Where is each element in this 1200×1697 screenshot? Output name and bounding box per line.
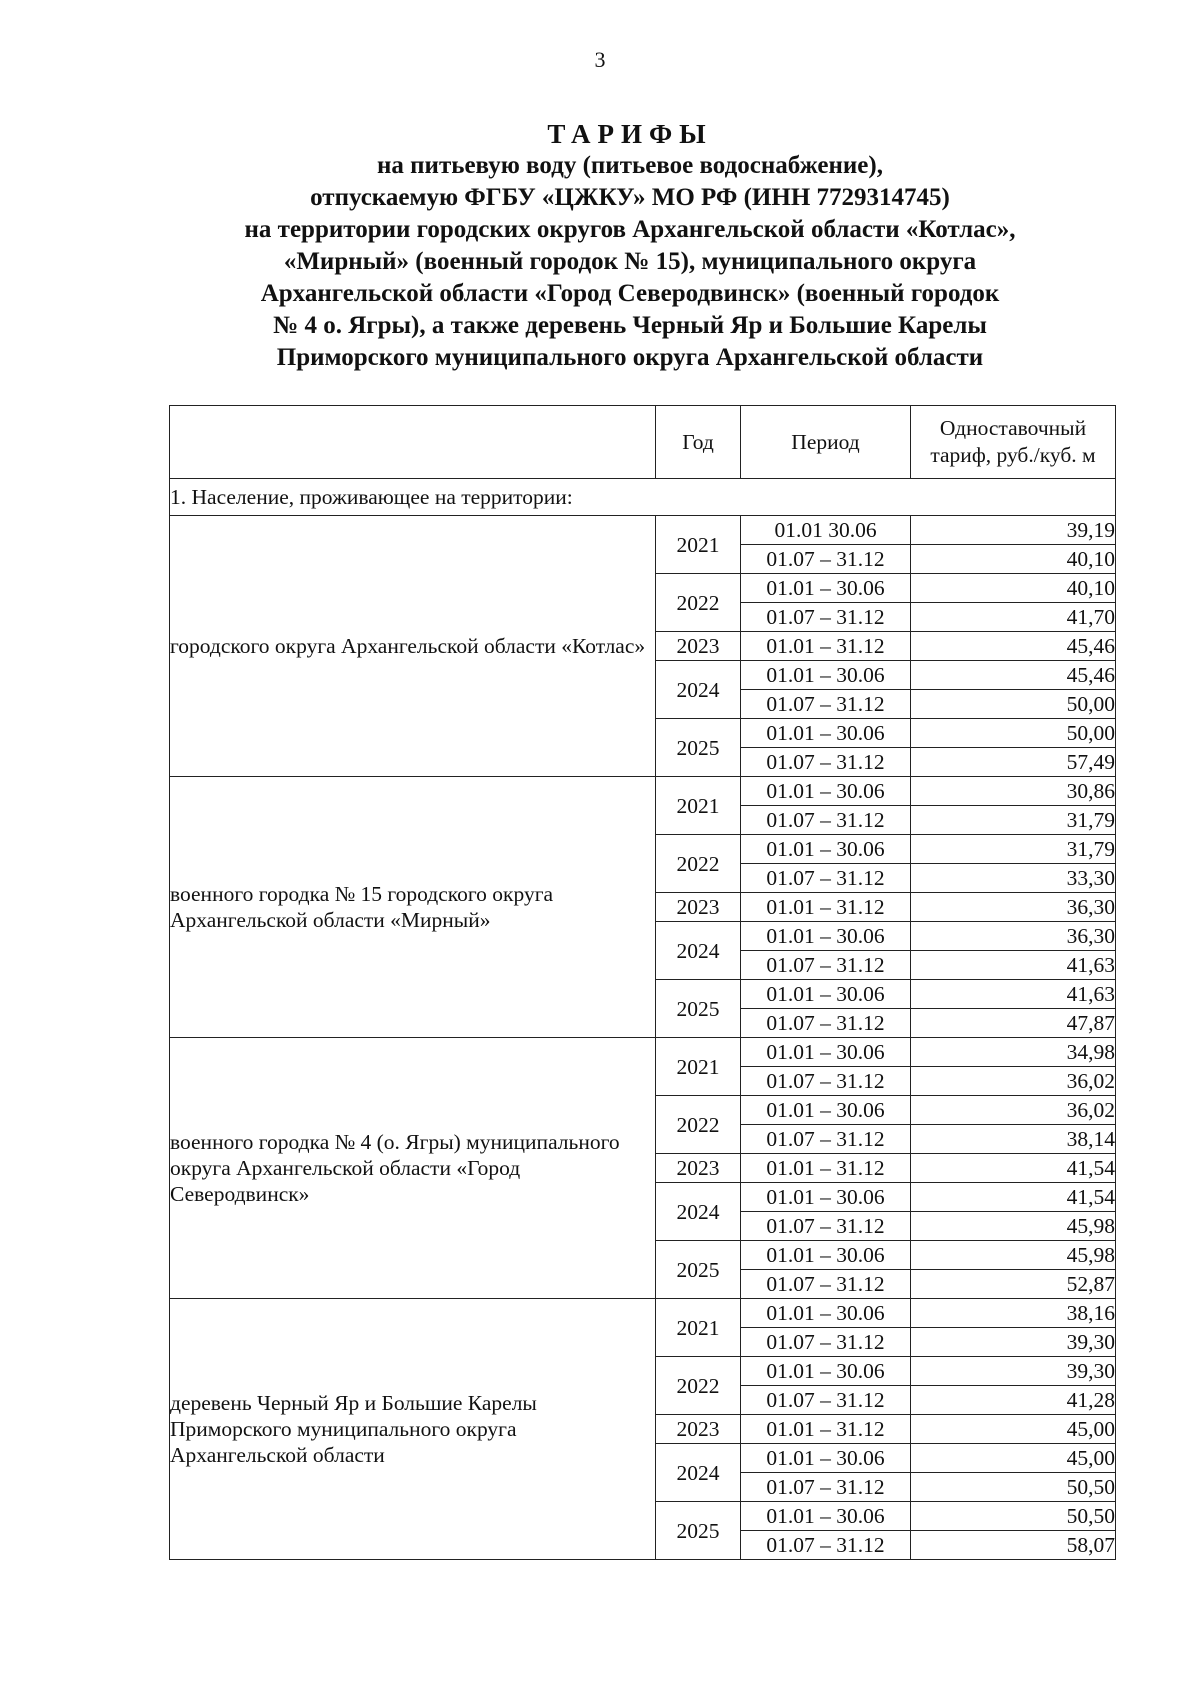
tariff-value-cell: 41,28 bbox=[911, 1386, 1116, 1415]
tariff-value-cell: 58,07 bbox=[911, 1531, 1116, 1560]
table-row bbox=[170, 1038, 1116, 1067]
region-name: городского округа Архангельской области «Котлас» bbox=[170, 516, 656, 777]
year-cell: 2022 bbox=[656, 835, 741, 893]
tariff-value-cell: 36,30 bbox=[911, 922, 1116, 951]
period-cell: 01.07 – 31.12 bbox=[741, 603, 911, 632]
year-cell: 2023 bbox=[656, 632, 741, 661]
period-cell: 01.01 – 30.06 bbox=[741, 777, 911, 806]
period-cell: 01.07 – 31.12 bbox=[741, 748, 911, 777]
period-cell: 01.01 – 30.06 bbox=[741, 574, 911, 603]
year-cell: 2022 bbox=[656, 1357, 741, 1415]
document-heading bbox=[100, 118, 1160, 374]
period-cell: 01.01 – 30.06 bbox=[741, 980, 911, 1009]
heading-line: «Мирный» (военный городок № 15), муниципального округа bbox=[283, 248, 977, 275]
region-name: военного городка № 4 (о. Ягры) муниципального округа Архангельской области «Город Северодвинск» bbox=[170, 1038, 656, 1299]
year-cell: 2023 bbox=[656, 1415, 741, 1444]
year-cell: 2021 bbox=[656, 777, 741, 835]
tariff-value-cell: 33,30 bbox=[911, 864, 1116, 893]
period-cell: 01.01 – 30.06 bbox=[741, 1183, 911, 1212]
year-cell: 2024 bbox=[656, 922, 741, 980]
year-cell: 2021 bbox=[656, 516, 741, 574]
tariff-value-cell: 38,14 bbox=[911, 1125, 1116, 1154]
tariff-value-cell: 57,49 bbox=[911, 748, 1116, 777]
table-row bbox=[170, 1299, 1116, 1328]
tariff-value-cell: 41,63 bbox=[911, 951, 1116, 980]
tariff-value-cell: 36,02 bbox=[911, 1067, 1116, 1096]
tariff-value-cell: 40,10 bbox=[911, 574, 1116, 603]
table-row bbox=[170, 516, 1116, 545]
year-cell: 2022 bbox=[656, 574, 741, 632]
tariff-value-cell: 40,10 bbox=[911, 545, 1116, 574]
period-cell: 01.07 – 31.12 bbox=[741, 806, 911, 835]
year-cell: 2022 bbox=[656, 1096, 741, 1154]
year-cell: 2024 bbox=[656, 661, 741, 719]
tariff-value-cell: 30,86 bbox=[911, 777, 1116, 806]
tariff-value-cell: 36,02 bbox=[911, 1096, 1116, 1125]
heading-line: Приморского муниципального округа Архангельской области bbox=[276, 344, 984, 371]
period-cell: 01.01 – 31.12 bbox=[741, 893, 911, 922]
tariff-value-cell: 41,54 bbox=[911, 1154, 1116, 1183]
table-row bbox=[170, 777, 1116, 806]
tariff-value-cell: 45,98 bbox=[911, 1212, 1116, 1241]
region-name: военного городка № 15 городского округа Архангельской области «Мирный» bbox=[170, 777, 656, 1038]
year-cell: 2024 bbox=[656, 1183, 741, 1241]
period-cell: 01.01 – 30.06 bbox=[741, 1038, 911, 1067]
tariff-value-cell: 31,79 bbox=[911, 806, 1116, 835]
period-cell: 01.07 – 31.12 bbox=[741, 1125, 911, 1154]
heading-line: на территории городских округов Архангельской области «Котлас», bbox=[244, 216, 1016, 243]
tariff-value-cell: 50,50 bbox=[911, 1473, 1116, 1502]
period-cell: 01.07 – 31.12 bbox=[741, 1531, 911, 1560]
period-cell: 01.01 – 30.06 bbox=[741, 922, 911, 951]
tariff-value-cell: 31,79 bbox=[911, 835, 1116, 864]
heading-line: на питьевую воду (питьевое водоснабжение), bbox=[377, 152, 883, 179]
year-cell: 2021 bbox=[656, 1299, 741, 1357]
tariff-value-cell: 38,16 bbox=[911, 1299, 1116, 1328]
year-cell: 2025 bbox=[656, 719, 741, 777]
tariff-value-cell: 52,87 bbox=[911, 1270, 1116, 1299]
period-cell: 01.07 – 31.12 bbox=[741, 1212, 911, 1241]
year-cell: 2021 bbox=[656, 1038, 741, 1096]
header-year: Год bbox=[656, 406, 741, 479]
tariff-value-cell: 41,63 bbox=[911, 980, 1116, 1009]
period-cell: 01.01 – 30.06 bbox=[741, 1096, 911, 1125]
period-cell: 01.01 – 30.06 bbox=[741, 1357, 911, 1386]
tariff-value-cell: 47,87 bbox=[911, 1009, 1116, 1038]
tariff-value-cell: 34,98 bbox=[911, 1038, 1116, 1067]
period-cell: 01.07 – 31.12 bbox=[741, 951, 911, 980]
tariff-value-cell: 41,70 bbox=[911, 603, 1116, 632]
period-cell: 01.07 – 31.12 bbox=[741, 690, 911, 719]
header-period: Период bbox=[741, 406, 911, 479]
period-cell: 01.01 – 30.06 bbox=[741, 1444, 911, 1473]
year-cell: 2023 bbox=[656, 1154, 741, 1183]
period-cell: 01.07 – 31.12 bbox=[741, 1270, 911, 1299]
year-cell: 2025 bbox=[656, 980, 741, 1038]
section-label: 1. Население, проживающее на территории: bbox=[170, 479, 1116, 516]
period-cell: 01.01 – 30.06 bbox=[741, 661, 911, 690]
heading-line: отпускаемую ФГБУ «ЦЖКУ» МО РФ (ИНН 7729314745) bbox=[310, 184, 950, 211]
tariff-value-cell: 45,46 bbox=[911, 661, 1116, 690]
period-cell: 01.01 – 30.06 bbox=[741, 1299, 911, 1328]
tariff-value-cell: 36,30 bbox=[911, 893, 1116, 922]
tariff-value-cell: 50,50 bbox=[911, 1502, 1116, 1531]
period-cell: 01.01 – 31.12 bbox=[741, 1154, 911, 1183]
period-cell: 01.07 – 31.12 bbox=[741, 1009, 911, 1038]
region-name: деревень Черный Яр и Большие Карелы Приморского муниципального округа Архангельской области bbox=[170, 1299, 656, 1560]
period-cell: 01.07 – 31.12 bbox=[741, 545, 911, 574]
period-cell: 01.01 – 30.06 bbox=[741, 835, 911, 864]
period-cell: 01.01 – 30.06 bbox=[741, 1241, 911, 1270]
period-cell: 01.07 – 31.12 bbox=[741, 1386, 911, 1415]
period-cell: 01.07 – 31.12 bbox=[741, 1067, 911, 1096]
tariff-value-cell: 39,30 bbox=[911, 1357, 1116, 1386]
tariff-value-cell: 39,30 bbox=[911, 1328, 1116, 1357]
tariff-value-cell: 39,19 bbox=[911, 516, 1116, 545]
period-cell: 01.01 – 31.12 bbox=[741, 1415, 911, 1444]
tariff-value-cell: 45,00 bbox=[911, 1444, 1116, 1473]
year-cell: 2023 bbox=[656, 893, 741, 922]
tariff-value-cell: 45,00 bbox=[911, 1415, 1116, 1444]
heading-line: № 4 о. Ягры), а также деревень Черный Яр и Большие Карелы bbox=[273, 312, 987, 339]
period-cell: 01.07 – 31.12 bbox=[741, 1328, 911, 1357]
year-cell: 2024 bbox=[656, 1444, 741, 1502]
tariff-value-cell: 45,98 bbox=[911, 1241, 1116, 1270]
document-title: ТАРИФЫ bbox=[547, 119, 713, 149]
tariff-value-cell: 50,00 bbox=[911, 719, 1116, 748]
period-cell: 01.01 – 30.06 bbox=[741, 1502, 911, 1531]
tariff-value-cell: 50,00 bbox=[911, 690, 1116, 719]
page-number: 3 bbox=[594, 47, 606, 72]
heading-line: Архангельской области «Город Северодвинск» (военный городок bbox=[260, 280, 1000, 307]
period-cell: 01.01 30.06 bbox=[741, 516, 911, 545]
tariff-table bbox=[169, 405, 1116, 1560]
period-cell: 01.07 – 31.12 bbox=[741, 1473, 911, 1502]
period-cell: 01.07 – 31.12 bbox=[741, 864, 911, 893]
tariff-value-cell: 41,54 bbox=[911, 1183, 1116, 1212]
year-cell: 2025 bbox=[656, 1241, 741, 1299]
tariff-value-cell: 45,46 bbox=[911, 632, 1116, 661]
period-cell: 01.01 – 30.06 bbox=[741, 719, 911, 748]
year-cell: 2025 bbox=[656, 1502, 741, 1560]
header-tariff: Одноставочный тариф, руб./куб. м bbox=[911, 406, 1116, 479]
header-name-cell bbox=[170, 406, 656, 479]
period-cell: 01.01 – 31.12 bbox=[741, 632, 911, 661]
